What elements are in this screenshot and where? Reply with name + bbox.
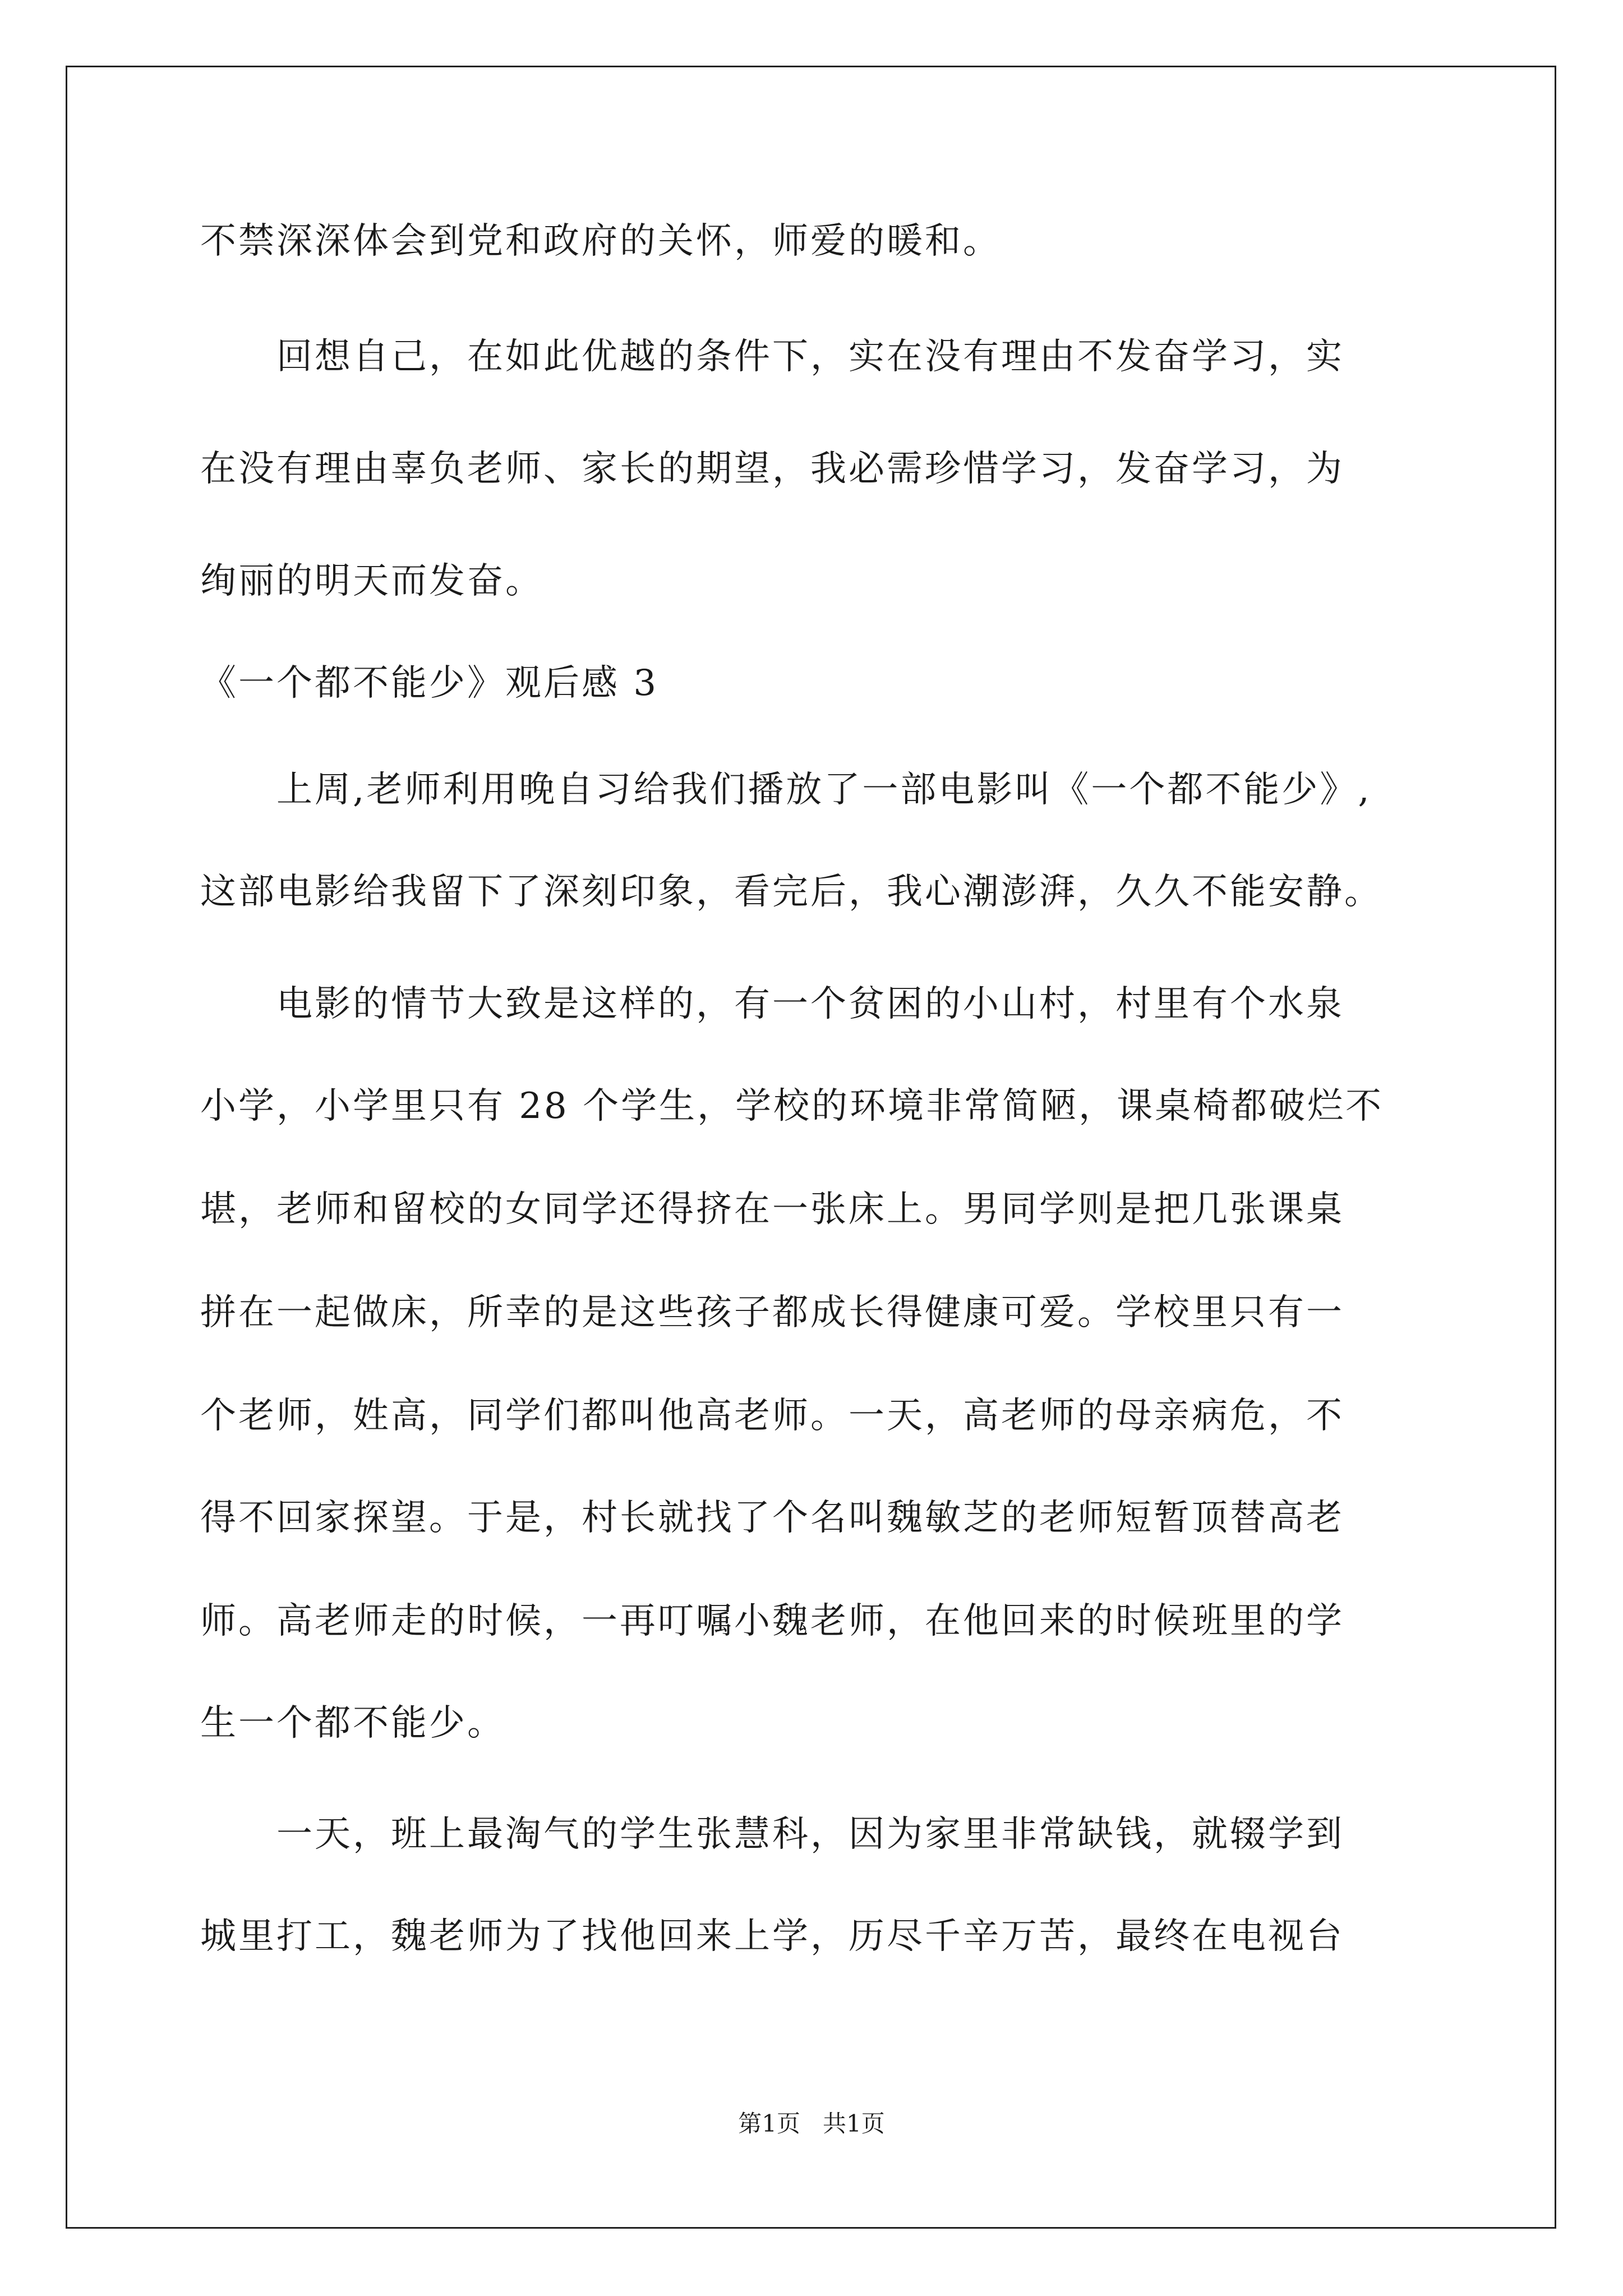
- text-line: 这部电影给我留下了深刻印象，看完后，我心潮澎湃，久久不能安静。: [200, 871, 1382, 913]
- text-line: 在没有理由辜负老师、家长的期望，我必需珍惜学习，发奋学习，为: [200, 448, 1344, 490]
- text-line: 师。高老师走的时候，一再叮嘱小魏老师，在他回来的时候班里的学: [200, 1600, 1344, 1642]
- page-border: [66, 66, 1556, 2229]
- text-line: 生一个都不能少。: [200, 1703, 505, 1744]
- text-line: 绚丽的明天而发奋。: [200, 560, 543, 602]
- text-line: 拼在一起做床，所幸的是这些孩子都成长得健康可爱。学校里只有一: [200, 1292, 1344, 1333]
- text-line: 堪，老师和留校的女同学还得挤在一张床上。男同学则是把几张课桌: [200, 1189, 1344, 1230]
- text-line: 回想自己，在如此优越的条件下，实在没有理由不发奋学习，实: [200, 336, 1344, 378]
- text-line: 一天，班上最淘气的学生张慧科，因为家里非常缺钱，就辍学到: [200, 1814, 1344, 1855]
- text-line: 上周,老师利用晚自习给我们播放了一部电影叫《一个都不能少》,: [200, 769, 1372, 811]
- text-line: 个老师，姓高，同学们都叫他高老师。一天，高老师的母亲病危，不: [200, 1395, 1344, 1437]
- text-line: 城里打工，魏老师为了找他回来上学，历尽千辛万苦，最终在电视台: [200, 1916, 1344, 1957]
- text-line: 小学，小学里只有 28 个学生，学校的环境非常简陋，课桌椅都破烂不: [200, 1085, 1384, 1127]
- text-line: 不禁深深体会到党和政府的关怀，师爱的暖和。: [200, 220, 1001, 262]
- section-heading: 《一个都不能少》观后感 3: [200, 662, 659, 704]
- text-line: 电影的情节大致是这样的，有一个贫困的小山村，村里有个水泉: [200, 983, 1344, 1025]
- page-footer: 第1页 共1页: [738, 2110, 885, 2137]
- text-line: 得不回家探望。于是，村长就找了个名叫魏敏芝的老师短暂顶替高老: [200, 1497, 1344, 1539]
